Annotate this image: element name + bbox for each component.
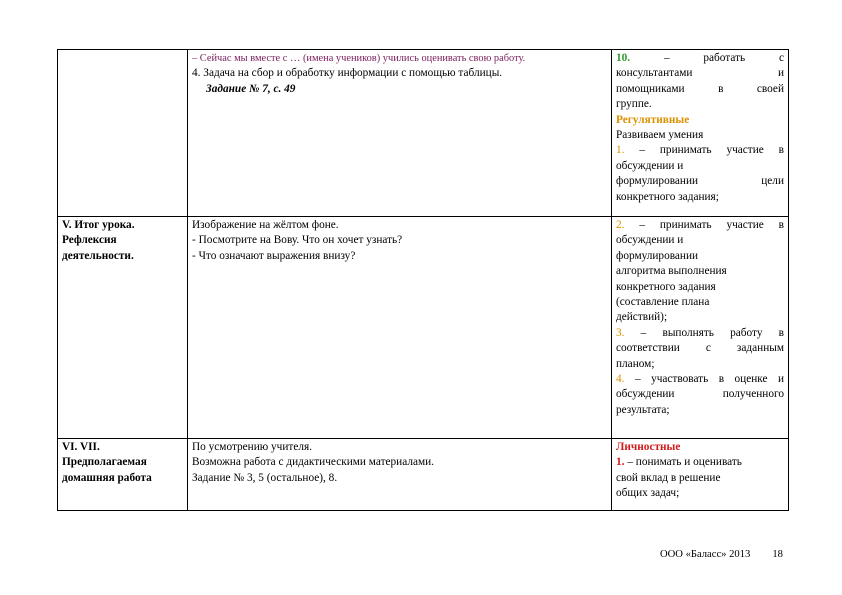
content-text: По усмотрению учителя. bbox=[192, 441, 313, 453]
top-note: – Сейчас мы вместе с … (имена учеников) учились оценивать свою работу. bbox=[192, 53, 526, 64]
skill-intro: Развиваем умения bbox=[616, 129, 704, 142]
skill-text: (составление плана bbox=[616, 296, 710, 309]
skill-text: – участвовать в оценке и bbox=[634, 373, 784, 386]
content-cell bbox=[188, 50, 612, 217]
item-number: 4. bbox=[616, 373, 625, 386]
skills-cell bbox=[612, 50, 789, 217]
skill-text: формулировании цели bbox=[616, 175, 784, 188]
skills-cell bbox=[612, 217, 789, 439]
task-text: 4. Задача на сбор и обработку информации с помощью таблицы. bbox=[192, 67, 503, 80]
section-heading: Регулятивные bbox=[616, 113, 690, 126]
assignment-ref: Задание № 7, с. 49 bbox=[206, 82, 296, 95]
table-row bbox=[58, 439, 789, 511]
lesson-table bbox=[57, 49, 789, 511]
skill-text: обсуждении и bbox=[616, 234, 684, 247]
skills-cell bbox=[612, 439, 789, 511]
page-footer bbox=[660, 549, 783, 560]
stage-title: деятельности. bbox=[62, 249, 134, 262]
content-text: Изображение на жёлтом фоне. bbox=[192, 219, 339, 231]
skill-text: – принимать участие в bbox=[639, 219, 784, 231]
table-row bbox=[58, 217, 789, 439]
stage-cell bbox=[58, 217, 188, 439]
skill-text: – принимать участие в bbox=[639, 144, 784, 157]
skill-text: консультантами и bbox=[616, 67, 784, 80]
footer-company: ООО «Баласс» 2013 bbox=[660, 549, 751, 560]
skill-text: соответствии с заданным bbox=[616, 342, 784, 355]
item-number: 1. bbox=[616, 144, 625, 157]
stage-cell bbox=[58, 50, 188, 217]
stage-title: VI. VII. bbox=[62, 441, 100, 453]
skill-text: действий); bbox=[616, 311, 668, 324]
skill-text: результата; bbox=[616, 403, 670, 416]
skill-text: обсуждении полученного bbox=[616, 388, 784, 401]
skill-text: конкретного задания; bbox=[616, 190, 719, 203]
skill-text: – выполнять работу в bbox=[640, 326, 784, 339]
stage-title: домашняя работа bbox=[62, 471, 152, 484]
table-row bbox=[58, 50, 789, 217]
stage-cell bbox=[58, 439, 188, 511]
item-number: 3. bbox=[616, 326, 625, 339]
content-text: Задание № 3, 5 (остальное), 8. bbox=[192, 471, 338, 484]
content-cell bbox=[188, 217, 612, 439]
content-text: - Что означают выражения внизу? bbox=[192, 249, 356, 262]
content-text: - Посмотрите на Вову. Что он хочет узнать? bbox=[192, 234, 403, 247]
skill-text: конкретного задания bbox=[616, 280, 716, 293]
stage-title: Рефлексия bbox=[62, 234, 117, 247]
skill-text: помощниками в своей bbox=[616, 82, 784, 95]
skill-text: алгоритма выполнения bbox=[616, 265, 727, 278]
skill-text: планом; bbox=[616, 357, 655, 370]
skill-text: формулировании bbox=[616, 249, 699, 262]
skill-text: общих задач; bbox=[616, 487, 680, 500]
skill-text: – понимать и оценивать bbox=[627, 456, 742, 469]
stage-title: Предполагаемая bbox=[62, 456, 147, 469]
skill-text: – работать с bbox=[663, 52, 785, 64]
item-number: 10. bbox=[616, 52, 631, 64]
content-text: Возможна работа с дидактическими материалами. bbox=[192, 456, 434, 469]
content-cell bbox=[188, 439, 612, 511]
skill-text: группе. bbox=[616, 98, 652, 111]
section-heading: Личностные bbox=[616, 441, 681, 453]
item-number: 1. bbox=[616, 456, 625, 469]
item-number: 2. bbox=[616, 219, 625, 231]
skill-text: обсуждении и bbox=[616, 159, 684, 172]
stage-title: V. Итог урока. bbox=[62, 219, 135, 231]
page-number: 18 bbox=[772, 549, 783, 560]
skill-text: свой вклад в решение bbox=[616, 471, 721, 484]
